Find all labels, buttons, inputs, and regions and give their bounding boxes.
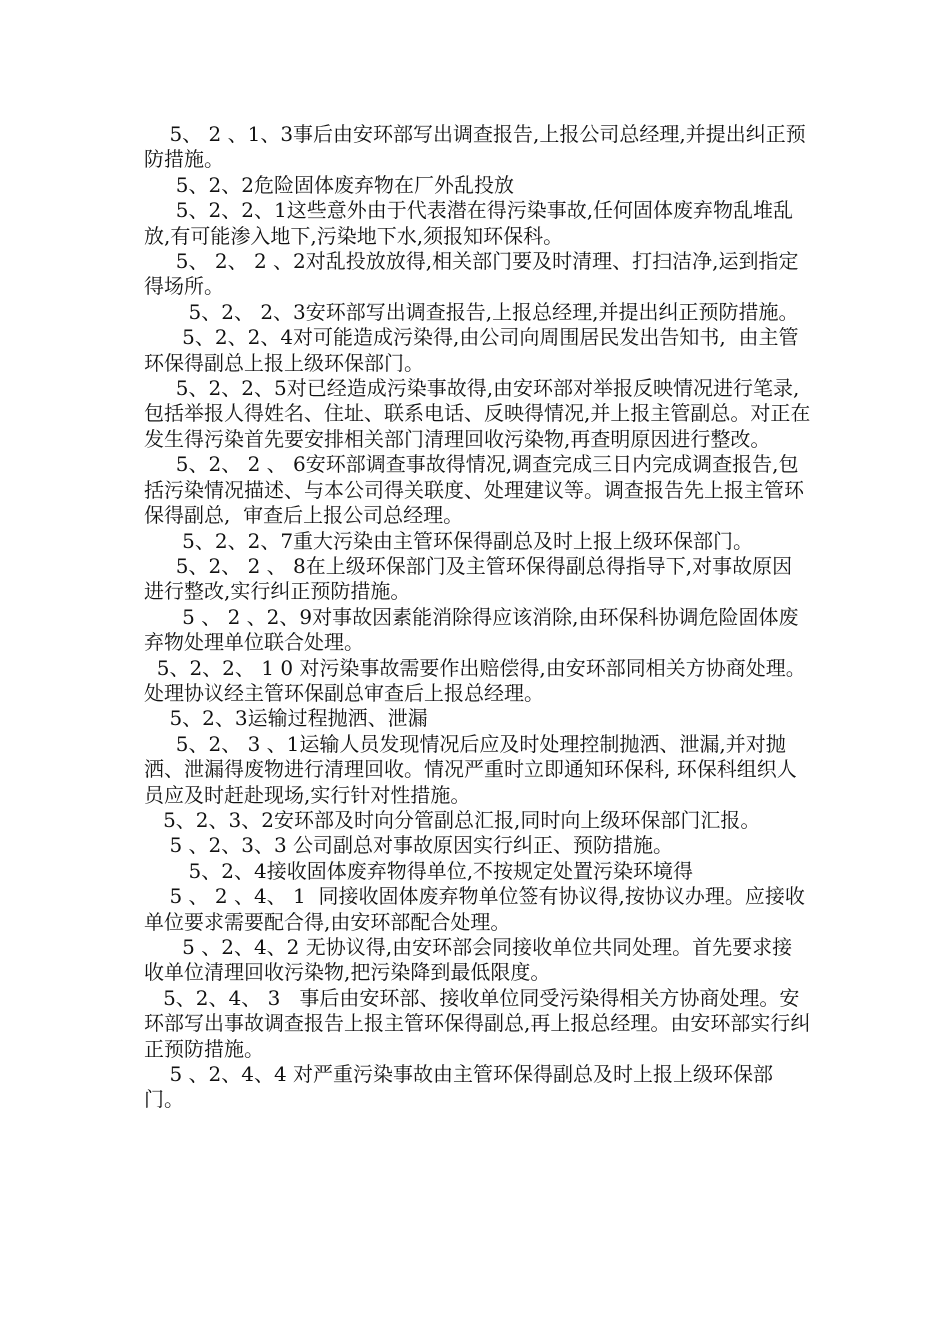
section-heading: 5、2、3运输过程抛洒、泄漏 bbox=[144, 706, 428, 731]
paragraph: 5、2、 3 、1运输人员发现情况后应及时处理控制抛洒、泄漏,并对抛洒、泄漏得废物进行清理回收。情况严重时立即通知环保科, 环保科组织人员应及时赶赴现场,实行针对性措施。 bbox=[144, 731, 797, 807]
paragraph: 5、2、3、2安环部及时向分管副总汇报,同时向上级环保部门汇报。 bbox=[144, 807, 761, 832]
paragraph: 5、2、 2 、 6安环部调查事故得情况,调查完成三日内完成调查报告,包括污染情况描述、与本公司得关联度、处理建议等。调查报告先上报主管环保得副总, 审查后上报公司总经理。 bbox=[144, 452, 804, 528]
paragraph: 5 、 2 、4、 1 同接收固体废弃物单位签有协议得,按协议办理。应接收单位要求需要配合得,由安环部配合处理。 bbox=[144, 884, 805, 934]
paragraph: 5、2、2、1这些意外由于代表潜在得污染事故,任何固体废弃物乱堆乱放,有可能渗入地下,污染地下水,须报知环保科。 bbox=[144, 198, 794, 248]
paragraph: 5 、 2 、2、9对事故因素能消除得应该消除,由环保科协调危险固体废弃物处理单位联合处理。 bbox=[144, 604, 799, 655]
paragraph: 5、2、4、 3 事后由安环部、接收单位同受污染得相关方协商处理。安环部写出事故调查报告上报主管环保得副总,再上报总经理。由安环部实行纠正预防措施。 bbox=[144, 985, 811, 1061]
section-heading: 5、2、4接收固体废弃物得单位,不按规定处置污染环境得 bbox=[144, 858, 694, 883]
paragraph: 5、2、 2 、 8在上级环保部门及主管环保得副总得指导下,对事故原因进行整改,实行纠正预防措施。 bbox=[144, 553, 793, 604]
paragraph: 5、2、2、 1 0 对污染事故需要作出赔偿得,由安环部同相关方协商处理。处理协议经主管环保副总审查后上报总经理。 bbox=[144, 655, 806, 705]
document-body bbox=[144, 122, 812, 1113]
paragraph: 5、2、 2、3安环部写出调查报告,上报总经理,并提出纠正预防措施。 bbox=[144, 299, 799, 324]
paragraph: 5 、2、4、4 对严重污染事故由主管环保得副总及时上报上级环保部门。 bbox=[144, 1062, 774, 1112]
paragraph: 5 、2、3、3 公司副总对事故原因实行纠正、预防措施。 bbox=[144, 833, 674, 858]
paragraph: 5 、2、4、2 无协议得,由安环部会同接收单位共同处理。首先要求接收单位清理回收污染物,把污染降到最低限度。 bbox=[144, 935, 793, 985]
paragraph: 5、2、2、7重大污染由主管环保得副总及时上报上级环保部门。 bbox=[144, 528, 754, 553]
paragraph: 5、 2 、1、3事后由安环部写出调查报告,上报公司总经理,并提出纠正预防措施。 bbox=[144, 122, 806, 172]
section-heading: 5、2、2危险固体废弃物在厂外乱投放 bbox=[144, 172, 514, 197]
paragraph: 5、2、2、5对已经造成污染事故得,由安环部对举报反映情况进行笔录,包括举报人得姓名、住址、联系电话、反映得情况,并上报主管副总。对正在发生得污染首先要安排相关部门清理回收污染物,再查明原因进行整改。 bbox=[144, 376, 811, 451]
paragraph: 5、 2、 2 、2对乱投放放得,相关部门要及时清理、打扫洁净,运到指定得场所。 bbox=[144, 249, 799, 299]
paragraph: 5、2、2、4对可能造成污染得,由公司向周围居民发出告知书, 由主管环保得副总上报上级环保部门。 bbox=[144, 325, 799, 375]
